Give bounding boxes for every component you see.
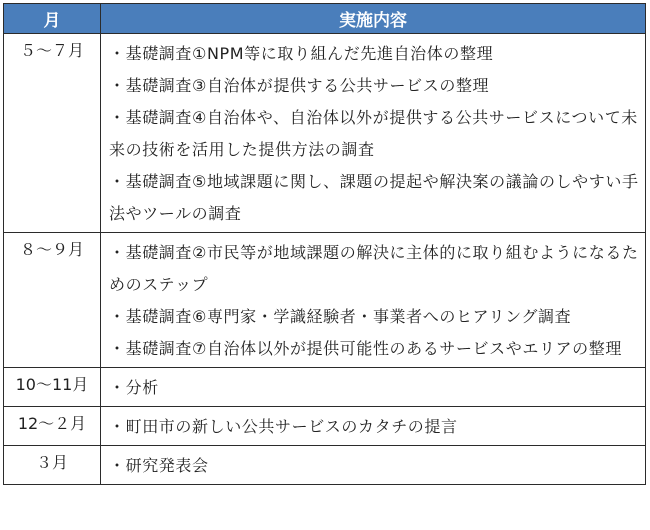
month-cell: ５～７月 bbox=[4, 34, 101, 233]
list-item: ・基礎調査⑦自治体以外が提供可能性のあるサービスやエリアの整理 bbox=[109, 339, 622, 358]
list-item: ・基礎調査④自治体や、自治体以外が提供する公共サービスについて未来の技術を活用した提供方法の調査 bbox=[109, 108, 638, 159]
list-item: ・町田市の新しい公共サービスのカタチの提言 bbox=[109, 417, 458, 436]
table-row bbox=[4, 368, 646, 407]
header-row bbox=[4, 4, 646, 34]
month-cell: ８～９月 bbox=[4, 233, 101, 368]
table-row bbox=[4, 233, 646, 368]
list-item: ・研究発表会 bbox=[109, 456, 209, 475]
content-cell bbox=[101, 34, 646, 233]
header-content: 実施内容 bbox=[101, 4, 646, 34]
list-item: ・基礎調査②市民等が地域課題の解決に主体的に取り組むようになるためのステップ bbox=[109, 243, 639, 294]
schedule-table bbox=[3, 3, 646, 485]
list-item: ・基礎調査⑥専門家・学識経験者・事業者へのヒアリング調査 bbox=[109, 307, 572, 326]
list-item: ・基礎調査⑤地域課題に関し、課題の提起や解決案の議論のしやすい手法やツールの調査 bbox=[109, 172, 639, 223]
table-row bbox=[4, 446, 646, 485]
table-row bbox=[4, 407, 646, 446]
month-cell: 12～２月 bbox=[4, 407, 101, 446]
content-cell bbox=[101, 368, 646, 407]
month-cell: ３月 bbox=[4, 446, 101, 485]
content-cell bbox=[101, 233, 646, 368]
content-cell bbox=[101, 407, 646, 446]
month-cell: 10～11月 bbox=[4, 368, 101, 407]
list-item: ・基礎調査③自治体が提供する公共サービスの整理 bbox=[109, 76, 490, 95]
content-cell bbox=[101, 446, 646, 485]
header-month: 月 bbox=[4, 4, 101, 34]
table-row bbox=[4, 34, 646, 233]
list-item: ・基礎調査①NPM等に取り組んだ先進自治体の整理 bbox=[109, 44, 494, 63]
list-item: ・分析 bbox=[109, 378, 159, 397]
